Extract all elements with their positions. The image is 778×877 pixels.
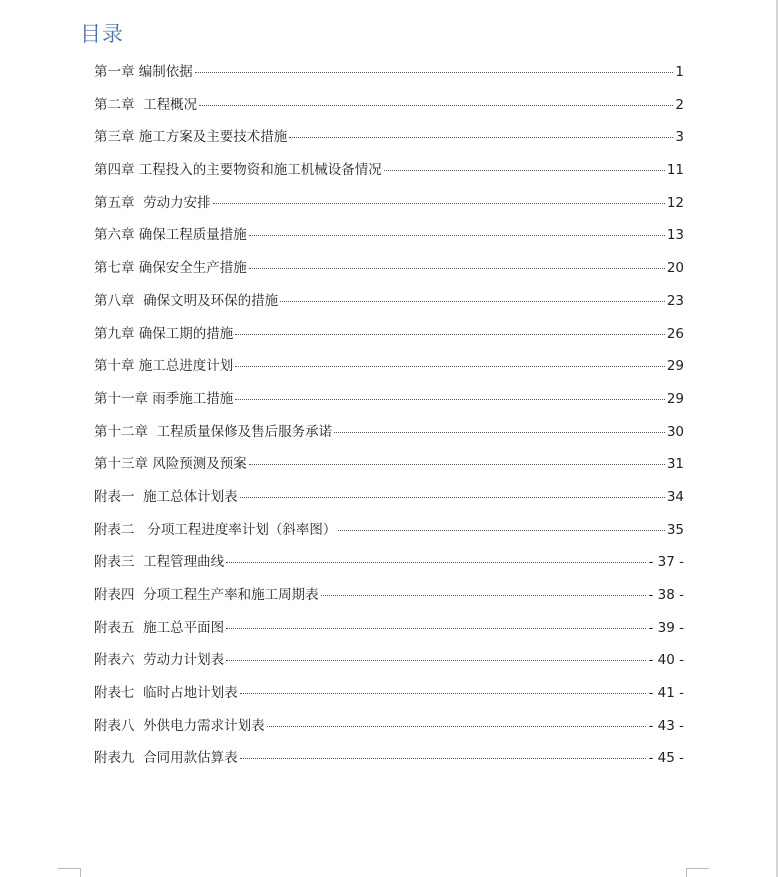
toc-entry-text: 第一章 编制依据 xyxy=(94,64,193,80)
toc-entry[interactable] xyxy=(94,452,684,485)
toc-entry-text: 第九章 确保工期的措施 xyxy=(94,325,234,342)
toc-entry-text: 附表一 施工总体计划表 xyxy=(94,488,238,505)
toc-leader-dots xyxy=(240,758,647,759)
toc-entry-page: - 38 - xyxy=(648,587,684,603)
toc-entry-page: - 39 - xyxy=(648,619,684,636)
toc-entry[interactable] xyxy=(94,125,684,158)
toc-entry[interactable] xyxy=(94,223,684,256)
toc-entry-page: - 40 - xyxy=(648,652,684,669)
toc-entry-text: 附表八 外供电力需求计划表 xyxy=(94,717,265,734)
toc-entry-text: 第八章 确保文明及环保的措施 xyxy=(94,292,279,309)
toc-entry-page: 3 xyxy=(675,129,684,146)
toc-leader-dots xyxy=(338,530,664,531)
toc-leader-dots xyxy=(249,235,665,236)
toc-entry-text: 附表三 工程管理曲线 xyxy=(94,554,225,571)
toc-leader-dots xyxy=(267,726,647,727)
toc-leader-dots xyxy=(280,301,665,302)
page-corner-mark-right xyxy=(686,868,709,877)
toc-entry[interactable] xyxy=(94,93,684,126)
toc-entry[interactable] xyxy=(94,60,684,93)
toc-leader-dots xyxy=(249,268,665,269)
toc-leader-dots xyxy=(240,497,665,498)
toc-entry-page: 30 xyxy=(666,423,684,440)
toc-entry-text: 第六章 确保工程质量措施 xyxy=(94,227,247,244)
toc-leader-dots xyxy=(235,366,665,367)
toc-entry-page: 34 xyxy=(666,488,684,505)
toc-entry[interactable] xyxy=(94,648,684,681)
toc-entry-page: 26 xyxy=(666,325,684,342)
toc-entry-page: - 45 - xyxy=(648,750,684,767)
toc-leader-dots xyxy=(321,595,647,596)
toc-entry[interactable] xyxy=(94,518,684,551)
toc-entry[interactable] xyxy=(94,158,684,191)
toc-entry-text: 第十章 施工总进度计划 xyxy=(94,358,234,375)
toc-entry-page: 31 xyxy=(666,456,684,473)
toc-entry-page: - 43 - xyxy=(648,717,684,734)
toc-entry[interactable] xyxy=(94,616,684,649)
toc-leader-dots xyxy=(235,399,665,400)
toc-entry-text: 第二章 工程概况 xyxy=(94,96,198,113)
toc-entry[interactable] xyxy=(94,387,684,420)
toc-entry-text: 附表九 合同用款估算表 xyxy=(94,750,238,767)
toc-leader-dots xyxy=(226,660,646,661)
toc-entry-page: - 37 - xyxy=(648,554,684,571)
toc-entry-page: 23 xyxy=(666,292,684,309)
toc-entry-text: 第七章 确保安全生产措施 xyxy=(94,260,247,277)
toc-entry-text: 第十二章 工程质量保修及售后服务承诺 xyxy=(94,423,333,440)
toc-leader-dots xyxy=(213,203,665,204)
toc-entry-text: 第四章 工程投入的主要物资和施工机械设备情况 xyxy=(94,162,382,179)
toc-entry[interactable] xyxy=(94,583,684,616)
toc-entry[interactable] xyxy=(94,256,684,289)
toc-leader-dots xyxy=(334,432,665,433)
toc-entry-text: 第十三章 风险预测及预案 xyxy=(94,456,247,473)
toc-leader-dots xyxy=(195,72,674,73)
toc-entry-text: 附表四 分项工程生产率和施工周期表 xyxy=(94,587,319,603)
toc-leader-dots xyxy=(226,628,646,629)
toc-leader-dots xyxy=(240,693,647,694)
toc-leader-dots xyxy=(384,170,665,171)
toc-list xyxy=(94,60,684,779)
toc-entry-page: 11 xyxy=(666,162,684,179)
toc-entry-page: 12 xyxy=(666,194,684,211)
toc-title: 目录 xyxy=(80,22,124,46)
toc-entry[interactable] xyxy=(94,354,684,387)
toc-entry-page: 2 xyxy=(675,96,684,113)
toc-entry[interactable] xyxy=(94,485,684,518)
toc-entry[interactable] xyxy=(94,714,684,747)
toc-entry-page: 29 xyxy=(666,358,684,375)
toc-leader-dots xyxy=(249,464,665,465)
toc-entry-text: 附表二 分项工程进度率计划（斜率图） xyxy=(94,521,337,538)
page-corner-mark-left xyxy=(58,868,81,877)
toc-leader-dots xyxy=(226,562,646,563)
toc-entry-text: 第三章 施工方案及主要技术措施 xyxy=(94,129,288,146)
toc-entry-text: 附表五 施工总平面图 xyxy=(94,619,225,636)
toc-entry[interactable] xyxy=(94,746,684,779)
toc-entry[interactable] xyxy=(94,681,684,714)
toc-entry[interactable] xyxy=(94,191,684,224)
toc-entry-text: 附表六 劳动力计划表 xyxy=(94,652,225,669)
toc-entry-page: 1 xyxy=(675,64,684,80)
toc-entry-page: - 41 - xyxy=(648,685,684,702)
toc-entry[interactable] xyxy=(94,420,684,453)
toc-entry-page: 20 xyxy=(666,260,684,277)
toc-entry-text: 附表七 临时占地计划表 xyxy=(94,685,238,702)
toc-entry[interactable] xyxy=(94,550,684,583)
toc-leader-dots xyxy=(235,334,665,335)
toc-leader-dots xyxy=(199,105,673,106)
toc-entry-page: 35 xyxy=(666,521,684,538)
toc-leader-dots xyxy=(289,137,673,138)
toc-entry-text: 第五章 劳动力安排 xyxy=(94,194,211,211)
toc-entry[interactable] xyxy=(94,289,684,322)
toc-entry-text: 第十一章 雨季施工措施 xyxy=(94,390,234,407)
toc-entry[interactable] xyxy=(94,322,684,355)
toc-entry-page: 13 xyxy=(666,227,684,244)
toc-entry-page: 29 xyxy=(666,390,684,407)
